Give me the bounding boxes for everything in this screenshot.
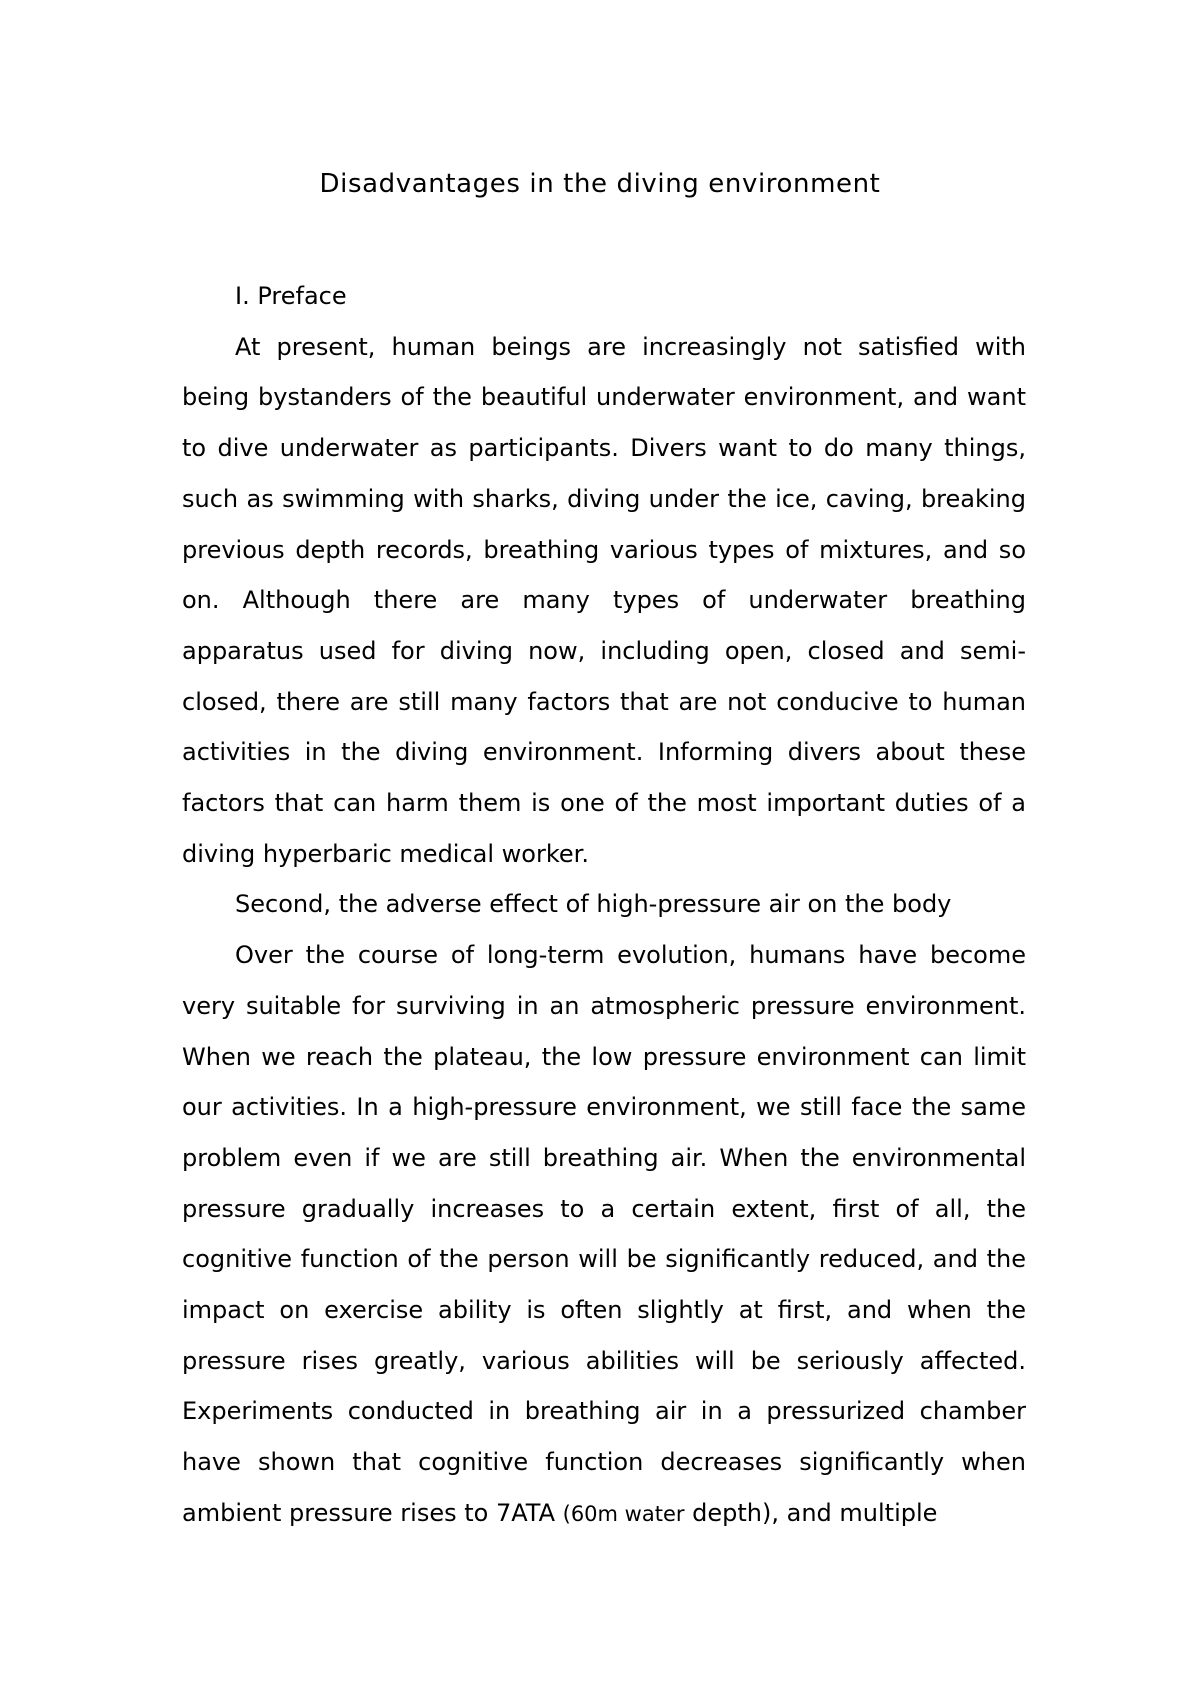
document-title: Disadvantages in the diving environment xyxy=(319,169,881,199)
paragraph-second-parenthetical: (60m water xyxy=(562,1501,685,1526)
paragraph-second-continuation: depth), and multiple xyxy=(684,1498,938,1527)
paragraph-preface: At present, human beings are increasingly not satisfied with being bystanders of the beautiful underwater environment, and want to dive underwater as participants. Divers want to do many things, such as swimming with sharks, diving under the ice, caving, breaking previous depth records, breathing various types of mixtures, and so on. Although there are many types of underwater breathing apparatus used for diving now, including open, closed and semi-closed, there are still many factors that are not conducive to human activities in the diving environment. Informing divers about these factors that can harm them is one of the most important duties of a diving hyperbaric medical worker. xyxy=(182,332,1026,868)
section-heading-second: Second, the adverse effect of high-pressure air on the body xyxy=(235,890,952,919)
document-body xyxy=(182,271,1026,1540)
section-heading-preface: I. Preface xyxy=(235,282,347,310)
paragraph-second-text: Over the course of long-term evolution, humans have become very suitable for surviving in an atmospheric pressure environment. When we reach the plateau, the low pressure environment can limit our activities. In a high-pressure environment, we still face the same problem even if we are still breathing air. When the environmental pressure gradually increases to a certain extent, first of all, the cognitive function of the person will be significantly reduced, and the impact on exercise ability is often slightly at first, and when the pressure rises greatly, various abilities will be seriously affected. Experiments conducted in breathing air in a pressurized chamber have shown that cognitive function decreases significantly when ambient pressure rises to 7ATA xyxy=(182,941,1026,1527)
paragraph-second xyxy=(182,930,1026,1539)
